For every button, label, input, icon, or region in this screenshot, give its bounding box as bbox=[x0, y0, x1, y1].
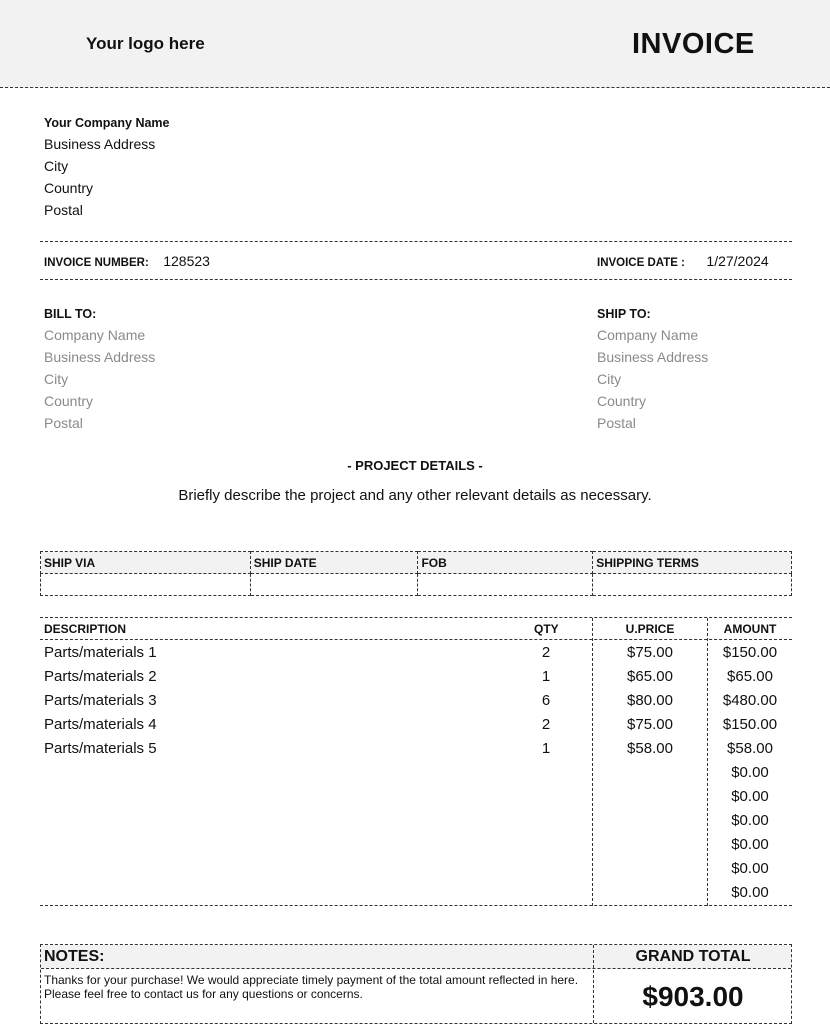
item-amount: $150.00 bbox=[722, 716, 778, 733]
description-header: DESCRIPTION bbox=[44, 622, 127, 636]
item-unit-price: $80.00 bbox=[627, 692, 673, 709]
company-info bbox=[44, 113, 170, 221]
item-qty: 1 bbox=[541, 740, 551, 757]
fob-header: FOB bbox=[418, 552, 593, 574]
table-row bbox=[40, 713, 792, 737]
item-description: Parts/materials 3 bbox=[44, 692, 157, 709]
item-unit-price: $75.00 bbox=[627, 716, 673, 733]
fob-cell[interactable] bbox=[418, 574, 593, 596]
notes-heading: NOTES: bbox=[44, 948, 105, 965]
bill-to bbox=[44, 304, 155, 434]
table-row bbox=[40, 857, 792, 881]
invoice-date-label: INVOICE DATE : bbox=[597, 257, 685, 269]
item-amount: $480.00 bbox=[722, 692, 778, 709]
ship-via-cell[interactable] bbox=[41, 574, 251, 596]
qty-header: QTY bbox=[534, 622, 559, 636]
item-amount: $0.00 bbox=[731, 836, 769, 853]
invoice-title: INVOICE bbox=[632, 28, 755, 60]
company-postal: Postal bbox=[44, 202, 83, 218]
item-description: Parts/materials 4 bbox=[44, 716, 157, 733]
shipping-table bbox=[40, 551, 792, 596]
item-description: Parts/materials 2 bbox=[44, 668, 157, 685]
item-description: Parts/materials 1 bbox=[44, 644, 157, 661]
item-qty: 2 bbox=[541, 644, 551, 661]
project-details-title: - PROJECT DETAILS - bbox=[347, 458, 483, 473]
item-amount: $65.00 bbox=[727, 668, 773, 685]
ship-to-country: Country bbox=[597, 393, 647, 409]
table-row bbox=[40, 689, 792, 713]
grand-total-value: $903.00 bbox=[642, 981, 744, 1012]
ship-date-cell[interactable] bbox=[250, 574, 418, 596]
invoice-header bbox=[0, 0, 830, 88]
divider bbox=[40, 279, 792, 280]
ship-to-postal: Postal bbox=[597, 415, 636, 431]
ship-to-address: Business Address bbox=[597, 349, 709, 365]
logo-placeholder: Your logo here bbox=[86, 34, 205, 53]
bill-to-country: Country bbox=[44, 393, 94, 409]
table-row bbox=[40, 785, 792, 809]
table-row bbox=[40, 809, 792, 833]
item-amount: $0.00 bbox=[731, 812, 769, 829]
shipping-header-row bbox=[41, 552, 792, 574]
item-description: Parts/materials 5 bbox=[44, 740, 157, 757]
bill-to-postal: Postal bbox=[44, 415, 83, 431]
item-qty: 2 bbox=[541, 716, 551, 733]
item-amount: $0.00 bbox=[731, 788, 769, 805]
item-qty: 1 bbox=[541, 668, 551, 685]
table-row bbox=[40, 665, 792, 689]
table-row bbox=[40, 737, 792, 761]
ship-via-header: SHIP VIA bbox=[41, 552, 251, 574]
item-unit-price: $65.00 bbox=[627, 668, 673, 685]
company-address: Business Address bbox=[44, 136, 156, 152]
invoice-number-value: 128523 bbox=[163, 253, 210, 269]
item-unit-price: $58.00 bbox=[627, 740, 673, 757]
items-header-row bbox=[40, 618, 792, 640]
item-amount: $58.00 bbox=[727, 740, 773, 757]
shipping-terms-header: SHIPPING TERMS bbox=[593, 552, 792, 574]
ship-to-heading: SHIP TO: bbox=[597, 307, 651, 321]
item-amount: $0.00 bbox=[731, 884, 769, 901]
table-row bbox=[40, 641, 792, 665]
table-row bbox=[40, 881, 792, 905]
bill-to-company: Company Name bbox=[44, 327, 146, 343]
company-city: City bbox=[44, 158, 69, 174]
notes-text: Thanks for your purchase! We would appreciate timely payment of the total amount reflected in here. Please feel free to contact us for any questions or concerns. bbox=[44, 973, 579, 1001]
bill-to-address: Business Address bbox=[44, 349, 156, 365]
invoice-number bbox=[44, 251, 210, 271]
item-amount: $0.00 bbox=[731, 860, 769, 877]
table-row bbox=[40, 761, 792, 785]
shipping-value-row bbox=[41, 574, 792, 596]
divider bbox=[40, 241, 792, 242]
item-qty: 6 bbox=[541, 692, 551, 709]
ship-to-company: Company Name bbox=[597, 327, 699, 343]
bill-to-city: City bbox=[44, 371, 69, 387]
table-row bbox=[40, 833, 792, 857]
ship-to bbox=[597, 304, 708, 434]
unit-price-header: U.PRICE bbox=[625, 622, 675, 636]
bill-to-heading: BILL TO: bbox=[44, 307, 97, 321]
item-amount: $150.00 bbox=[722, 644, 778, 661]
notes-section bbox=[40, 944, 792, 1024]
shipping-terms-cell[interactable] bbox=[593, 574, 792, 596]
invoice-date bbox=[597, 251, 769, 271]
item-amount: $0.00 bbox=[731, 764, 769, 781]
item-unit-price: $75.00 bbox=[627, 644, 673, 661]
company-country: Country bbox=[44, 180, 94, 196]
items-table bbox=[40, 617, 792, 906]
invoice-date-value: 1/27/2024 bbox=[706, 253, 769, 269]
grand-total-label: GRAND TOTAL bbox=[635, 948, 751, 965]
amount-header: AMOUNT bbox=[723, 622, 777, 636]
invoice-number-label: INVOICE NUMBER: bbox=[44, 257, 149, 269]
ship-to-city: City bbox=[597, 371, 622, 387]
company-name: Your Company Name bbox=[44, 116, 170, 130]
project-description: Briefly describe the project and any other relevant details as necessary. bbox=[178, 487, 652, 504]
ship-date-header: SHIP DATE bbox=[250, 552, 418, 574]
